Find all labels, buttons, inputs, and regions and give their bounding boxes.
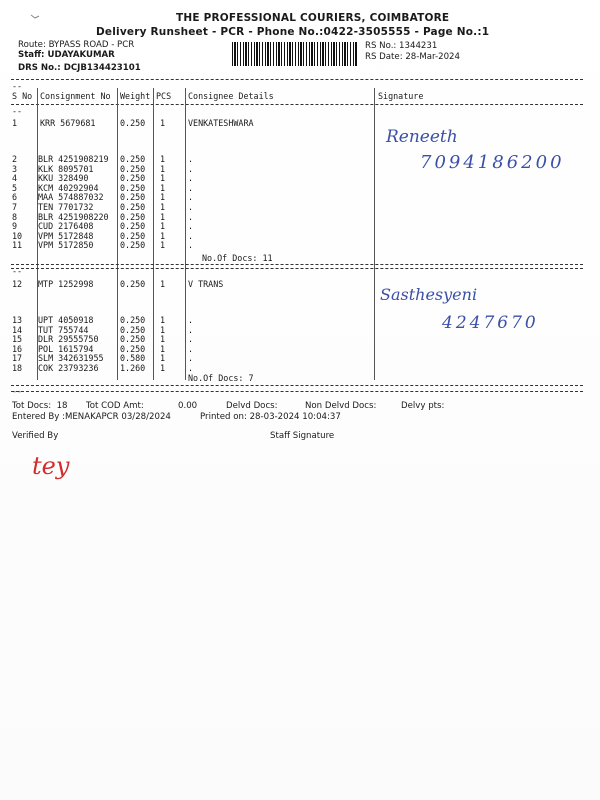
divider bbox=[11, 385, 583, 386]
row-sno: 7 bbox=[12, 202, 18, 212]
rs-number: RS No.: 1344231 bbox=[365, 41, 438, 51]
row-pcs: 1 bbox=[160, 353, 166, 364]
row-consignee: . bbox=[188, 211, 194, 222]
signature-name: Reneeth bbox=[386, 127, 458, 147]
row-weight: 0.250 bbox=[120, 315, 146, 325]
docs-count: No.Of Docs: 7 bbox=[188, 373, 254, 383]
row-consignee: . bbox=[188, 221, 194, 232]
row-pcs: 1 bbox=[160, 240, 166, 251]
row-consignment: KRR 5679681 bbox=[40, 118, 96, 128]
row-consignment: VPM 5172850 bbox=[38, 240, 94, 251]
verified-by-label: Verified By bbox=[12, 431, 59, 441]
row-consignment: COK 23793236 bbox=[38, 363, 99, 373]
non-delivered-docs: Non Delvd Docs: bbox=[305, 401, 377, 411]
row-weight: 0.250 bbox=[120, 173, 146, 184]
row-weight: 0.250 bbox=[120, 182, 146, 193]
divider bbox=[11, 268, 583, 269]
row-sno: 18 bbox=[12, 363, 23, 373]
col-header-pcs: PCS bbox=[156, 91, 172, 101]
row-sno: 11 bbox=[12, 240, 23, 251]
row-sno: 6 bbox=[12, 192, 18, 203]
row-consignee: . bbox=[188, 182, 194, 193]
row-weight: 0.250 bbox=[120, 202, 146, 212]
row-sno: 14 bbox=[12, 324, 23, 335]
entered-by: Entered By :MENAKAPCR 03/28/2024 bbox=[12, 412, 171, 422]
row-pcs: 1 bbox=[160, 211, 166, 222]
total-cod-label: Tot COD Amt: bbox=[86, 401, 144, 411]
row-consignee: . bbox=[188, 315, 194, 325]
row-weight: 0.250 bbox=[120, 343, 146, 354]
row-consignment: SLM 342631955 bbox=[38, 353, 104, 364]
row-weight: 0.250 bbox=[120, 211, 146, 222]
divider bbox=[11, 104, 583, 105]
row-consignee: . bbox=[188, 334, 194, 345]
row-sno: 9 bbox=[12, 221, 18, 232]
row-weight: 0.250 bbox=[120, 221, 146, 232]
row-pcs: 1 bbox=[160, 343, 166, 354]
row-sno: 4 bbox=[12, 173, 18, 184]
row-sno: 1 bbox=[12, 118, 18, 128]
row-sno: 10 bbox=[12, 230, 23, 241]
row-consignment: BLR 4251908219 bbox=[38, 154, 109, 164]
row-pcs: 1 bbox=[160, 363, 166, 373]
signature-name: Sasthesyeni bbox=[380, 285, 478, 304]
row-sno: 17 bbox=[12, 353, 23, 364]
dash-marker: -- bbox=[12, 81, 23, 91]
delivered-docs: Delvd Docs: bbox=[226, 401, 278, 411]
divider bbox=[11, 264, 583, 265]
row-pcs: 1 bbox=[160, 221, 166, 232]
row-consignment: VPM 5172848 bbox=[38, 230, 94, 241]
row-consignee: . bbox=[188, 202, 194, 212]
row-consignee: V TRANS bbox=[188, 279, 224, 289]
row-sno: 16 bbox=[12, 343, 23, 354]
row-sno: 13 bbox=[12, 315, 23, 325]
handwritten-signature bbox=[378, 278, 578, 340]
row-consignment: CUD 2176408 bbox=[38, 221, 94, 232]
row-weight: 0.250 bbox=[120, 192, 146, 203]
row-pcs: 1 bbox=[160, 182, 166, 193]
column-line bbox=[374, 88, 375, 380]
row-consignee: . bbox=[188, 324, 194, 335]
company-title: THE PROFESSIONAL COURIERS, COIMBATORE bbox=[176, 12, 450, 24]
row-pcs: 1 bbox=[160, 334, 166, 345]
runsheet-title: Delivery Runsheet - PCR - Phone No.:0422-3505555 - Page No.:1 bbox=[96, 26, 490, 38]
row-pcs: 1 bbox=[160, 324, 166, 335]
row-sno: 2 bbox=[12, 154, 18, 164]
row-weight: 0.250 bbox=[120, 230, 146, 241]
row-consignment: TEN 7701732 bbox=[38, 202, 94, 212]
row-consignee: . bbox=[188, 353, 194, 364]
row-weight: 0.250 bbox=[120, 154, 146, 164]
row-consignee: . bbox=[188, 240, 194, 251]
total-cod-value: 0.00 bbox=[178, 401, 198, 411]
row-consignee: . bbox=[188, 173, 194, 184]
row-pcs: 1 bbox=[160, 202, 166, 212]
barcode bbox=[232, 42, 358, 66]
row-consignment: BLR 4251908220 bbox=[38, 211, 109, 222]
row-sno: 12 bbox=[12, 279, 23, 289]
column-line bbox=[185, 88, 186, 380]
printed-on: Printed on: 28-03-2024 10:04:37 bbox=[200, 412, 341, 422]
drs-number: DRS No.: DCJB134423101 bbox=[18, 63, 141, 73]
row-consignment: MAA 574887032 bbox=[38, 192, 104, 203]
row-weight: 0.250 bbox=[120, 334, 146, 345]
col-header-weight: Weight bbox=[120, 91, 151, 101]
row-weight: 0.250 bbox=[120, 163, 146, 174]
row-weight: 0.250 bbox=[120, 118, 146, 128]
dash-marker: -- bbox=[12, 266, 23, 276]
docs-count: No.Of Docs: 11 bbox=[202, 253, 273, 263]
delivery-points: Delvy pts: bbox=[401, 401, 445, 411]
divider bbox=[11, 79, 583, 80]
row-consignment: MTP 1252998 bbox=[38, 279, 94, 289]
staff-label: Staff: UDAYAKUMAR bbox=[18, 50, 115, 60]
divider bbox=[11, 391, 583, 392]
row-consignment: UPT 4050918 bbox=[38, 315, 94, 325]
initials-text: tey bbox=[32, 452, 70, 480]
staff-signature-label: Staff Signature bbox=[270, 431, 335, 441]
row-sno: 3 bbox=[12, 163, 18, 174]
row-consignment: KLK 8095701 bbox=[38, 163, 94, 174]
row-consignment: POL 1615794 bbox=[38, 343, 94, 354]
row-sno: 8 bbox=[12, 211, 18, 222]
row-pcs: 1 bbox=[160, 173, 166, 184]
corner-mark-icon bbox=[30, 14, 40, 20]
col-header-signature: Signature bbox=[378, 91, 424, 101]
row-consignee: VENKATESHWARA bbox=[188, 118, 254, 128]
row-weight: 0.250 bbox=[120, 240, 146, 251]
row-pcs: 1 bbox=[160, 192, 166, 203]
row-sno: 5 bbox=[12, 182, 18, 193]
total-docs: Tot Docs: 18 bbox=[12, 401, 68, 411]
row-pcs: 1 bbox=[160, 154, 166, 164]
row-pcs: 1 bbox=[160, 118, 166, 128]
col-header-sno: S No bbox=[12, 91, 33, 101]
row-consignee: . bbox=[188, 154, 194, 164]
row-sno: 15 bbox=[12, 334, 23, 345]
row-pcs: 1 bbox=[160, 230, 166, 241]
row-consignee: . bbox=[188, 230, 194, 241]
row-consignment: DLR 29555750 bbox=[38, 334, 99, 345]
column-line bbox=[117, 88, 118, 380]
row-pcs: 1 bbox=[160, 279, 166, 289]
handwritten-signature bbox=[380, 118, 580, 180]
row-consignee: . bbox=[188, 192, 194, 203]
route-label: Route: BYPASS ROAD - PCR bbox=[18, 40, 135, 50]
rs-date: RS Date: 28-Mar-2024 bbox=[365, 52, 460, 62]
row-weight: 1.260 bbox=[120, 363, 146, 373]
col-header-consignee: Consignee Details bbox=[188, 91, 274, 101]
signature-phone: 7094186200 bbox=[420, 152, 565, 173]
row-pcs: 1 bbox=[160, 163, 166, 174]
col-header-consignment: Consignment No bbox=[40, 91, 111, 101]
row-consignee: . bbox=[188, 363, 194, 373]
dash-marker: -- bbox=[12, 106, 23, 116]
red-initials bbox=[30, 446, 110, 486]
row-pcs: 1 bbox=[160, 315, 166, 325]
row-weight: 0.250 bbox=[120, 324, 146, 335]
row-consignment: KKU 328490 bbox=[38, 173, 89, 184]
signature-phone: 4247670 bbox=[442, 313, 539, 333]
row-consignee: . bbox=[188, 343, 194, 354]
row-weight: 0.580 bbox=[120, 353, 146, 364]
column-line bbox=[153, 88, 154, 380]
row-weight: 0.250 bbox=[120, 279, 146, 289]
dash-marker: -- bbox=[12, 386, 23, 396]
row-consignee: . bbox=[188, 163, 194, 174]
row-consignment: KCM 40292904 bbox=[38, 182, 99, 193]
row-consignment: TUT 755744 bbox=[38, 324, 89, 335]
